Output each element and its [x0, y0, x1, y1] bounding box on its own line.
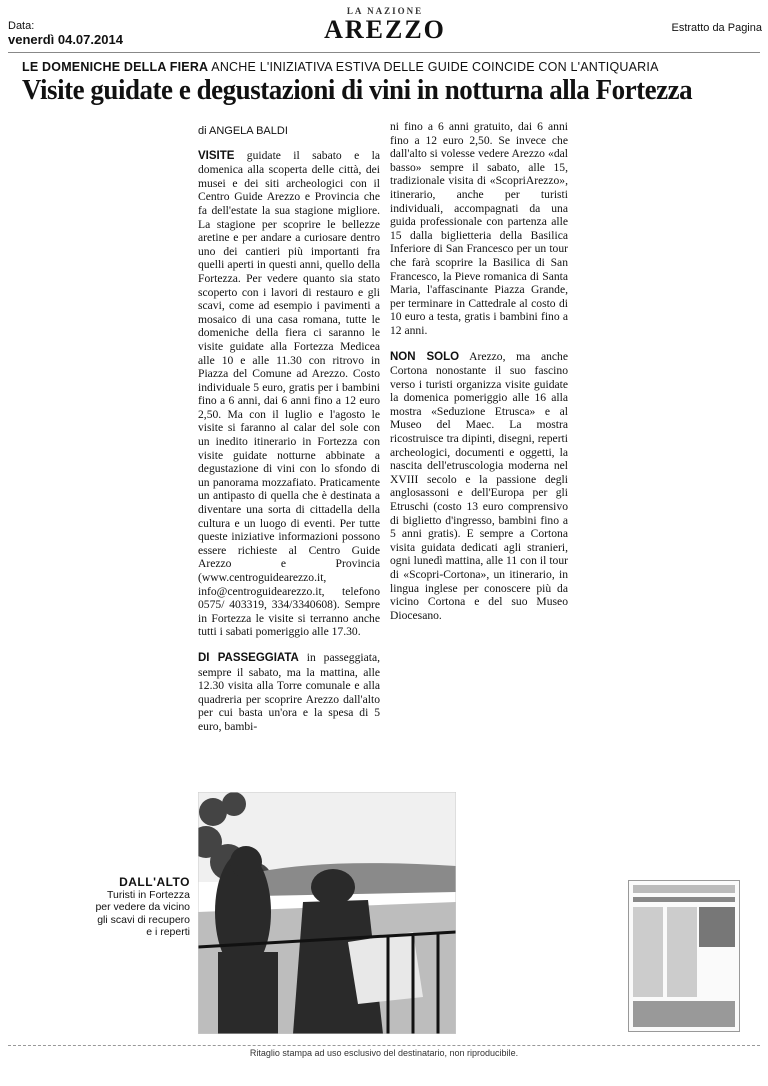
- kicker-bold: LE DOMENICHE DELLA FIERA: [22, 60, 209, 74]
- kicker-rest: ANCHE L'INIZIATIVA ESTIVA DELLE GUIDE COINCIDE CON L'ANTIQUARIA: [208, 60, 659, 74]
- article-kicker: [22, 60, 659, 74]
- date-value: venerdì 04.07.2014: [8, 32, 123, 47]
- paragraph-3: ni fino a 6 anni gratuito, dai 6 anni fino a 12 euro 2,50. Se invece che dall'alto si volesse vedere Arezzo «dal basso» sempre il sabato, alle 15, tradizionale visita di «ScopriArezzo», itinerario, anche per turisti individuali, accompagnati da una guida professionale con partenza alle 15 dalla biglietteria della Basilica Inferiore di San Francesco per un tour che farà scoprire la Basilica di San Francesco, la Pieve romanica di Santa Maria, l'affascinante Piazza Grande, per terminare in Cattedrale al costo di 10 euro a testa, gratis i bambini fino a 12 anni.: [390, 120, 568, 337]
- paragraph-2-lead: DI PASSEGGIATA: [198, 651, 299, 664]
- caption-text: Turisti in Fortezza per vedere da vicino gli scavi di recupero e i reperti: [95, 888, 190, 938]
- paragraph-2-body: in passeggiata, sempre il sabato, ma la mattina, alle 12.30 visita alla Torre comunale e alla quadreria per scoprire Arezzo dall'alto per cui basta un'ora e la spesa di 5 euro, bambi-: [198, 650, 380, 733]
- byline: di ANGELA BALDI: [198, 125, 288, 137]
- paragraph-1-body: guidate il sabato e la domenica alla scoperta delle città, dei musei e dei siti archeologici con il Centro Guide Arezzo e Provincia che fa dell'estate la sua stagione migliore. La stagione per scoprire le bellezze aretine e per andare a curiosare dentro uno dei cantieri più importanti fra quelli aperti in questi anni, quello della Fortezza. Per vedere quanto sia stato scoperto con i lavori di restauro e gli scavi, come ad esempio i pavimenti a mosaico di una casa romana, tutte le domeniche della fiera ci saranno le visite guidate alla Fortezza Medicea alle 10 e alle 11.30 con ritrovo in Piazza del Comune ad Arezzo. Costo individuale 5 euro, gratis per i bambini fino a 6 anni, dai 6 anni fino a 12 euro 2,50. Ma con il luglio e l'agosto le visite si faranno al calar del sole con un inedito itinerario in Fortezza con visite guidate notturne abbinate a degustazione di vini con lo sfondo di un panorama mozzafiato. Praticamente un antipasto di quella che è destinata a diventare una sorta di cittadella della cultura e un luogo di eventi. Per tutte queste iniziative informazioni possono essere richieste al Centro Guide Arezzo e Provincia (www.centroguidearezzo.it, info@centroguidearezzo.it, telefono 0575/ 403319, 334/3340608). Sempre in Fortezza le visite si terranno anche tutti i sabati pomeriggio alle 17.30.: [198, 148, 380, 639]
- article-column-2: [390, 120, 568, 622]
- footer-note: Ritaglio stampa ad uso esclusivo del destinatario, non riproducibile.: [249, 1048, 519, 1058]
- header-divider: [8, 52, 760, 53]
- paragraph-4: [390, 350, 568, 623]
- extract-label: Estratto da Pagina: [671, 22, 762, 34]
- article-column-1: [198, 125, 380, 734]
- photo-caption: [92, 876, 190, 939]
- paragraph-4-lead: NON SOLO: [390, 350, 460, 363]
- caption-title: DALL'ALTO: [119, 875, 190, 889]
- edition-name: AREZZO: [324, 15, 446, 44]
- paragraph-1-lead: VISITE: [198, 149, 235, 162]
- paragraph-1: [198, 149, 380, 639]
- paragraph-2: [198, 651, 380, 734]
- paragraph-4-body: Arezzo, ma anche Cortona nonostante il suo fascino verso i turisti organizza visite guidate la domenica pomeriggio alle 16 alla mostra «Seduzione Etrusca» e al Museo del Maec. La mostra ricostruisce tra dipinti, disegni, reperti archeologici, documenti e oggetti, la nascita dell'etruscologia moderna nel XVIII secolo e la passione degli anglosassoni e dell'Europa per gli Etruschi (costo 13 euro comprensivo di biglietto d'ingresso, bambini fino a 5 anni gratis). E sempre a Cortona visita guidata dedicati agli stranieri, ogni lunedì mattina, alle 11 con il tour di «Scopri-Cortona», un itinerario, in lingua inglese per conoscere più da vicino Cortona e del suo Museo Diocesano.: [390, 349, 568, 622]
- footer-divider: [8, 1045, 760, 1046]
- masthead: [300, 6, 470, 44]
- date-block: [8, 20, 123, 46]
- article-photo: [198, 792, 456, 1034]
- paper-name: LA NAZIONE: [346, 6, 424, 16]
- page-thumbnail: [628, 880, 740, 1032]
- date-label: Data:: [8, 20, 35, 32]
- article-headline: Visite guidate e degustazioni di vini in notturna alla Fortezza: [22, 74, 693, 106]
